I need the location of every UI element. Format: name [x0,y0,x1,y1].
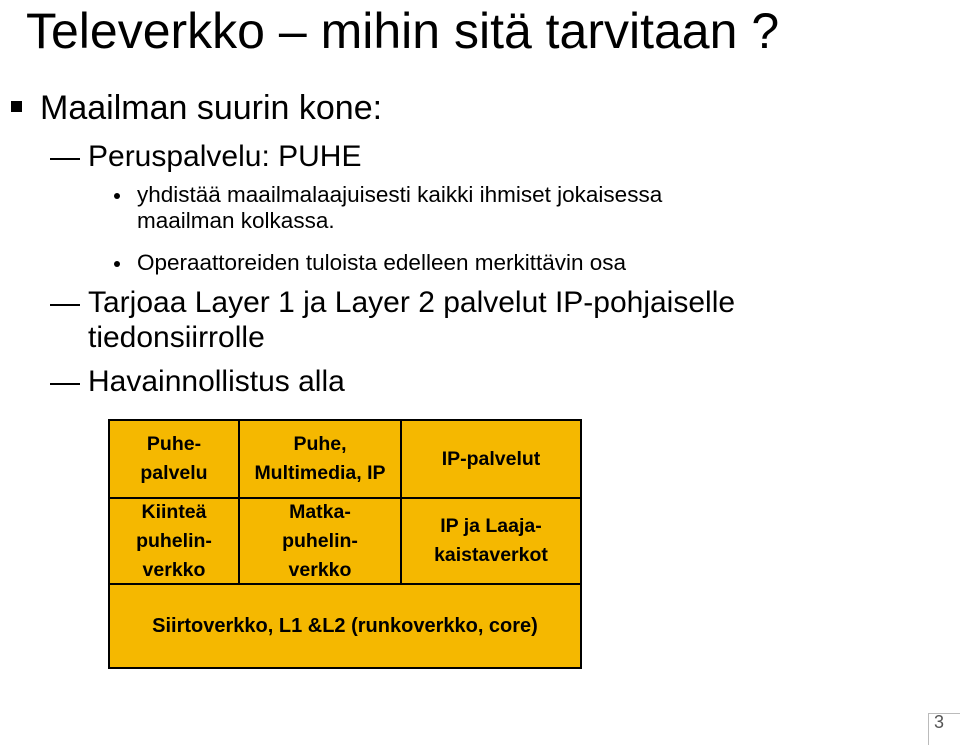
slide-title: Televerkko – mihin sitä tarvitaan ? [26,3,780,59]
point-yhdistaa-cont: maailman kolkassa. [137,208,335,233]
cell-ip-laajakaista: IP ja Laaja- kaistaverkot [400,497,582,585]
dot-icon [114,193,120,199]
point-yhdistaa: yhdistää maailmalaajuisesti kaikki ihmiset jokaisessa [137,182,663,207]
dash-icon [50,383,80,385]
dash-icon [50,304,80,306]
cell-kiintea-verkko: Kiinteä puhelin- verkko [108,497,240,585]
sub-bullet-havainnollistus: Havainnollistus alla [88,365,345,398]
corner-decoration [928,713,960,745]
cell-ip-palvelut: IP-palvelut [400,419,582,499]
sub-bullet-tarjoaa: Tarjoaa Layer 1 ja Layer 2 palvelut IP-pohjaiselle [88,286,736,319]
square-bullet-icon [11,101,22,112]
dot-icon [114,261,120,267]
cell-puhepalvelu: Puhe- palvelu [108,419,240,499]
point-operaattoreiden: Operaattoreiden tuloista edelleen merkittävin osa [137,250,627,275]
page-number: 3 [933,712,944,732]
sub-bullet-puhe: Peruspalvelu: PUHE [88,140,362,173]
cell-multimedia: Puhe, Multimedia, IP [238,419,402,499]
dash-icon [50,158,80,160]
cell-matkapuhelinverkko: Matka- puhelin- verkko [238,497,402,585]
sub-bullet-tarjoaa-cont: tiedonsiirrolle [88,321,265,354]
bullet-main: Maailman suurin kone: [40,89,383,127]
cell-siirtoverkko: Siirtoverkko, L1 &L2 (runkoverkko, core) [108,583,582,669]
